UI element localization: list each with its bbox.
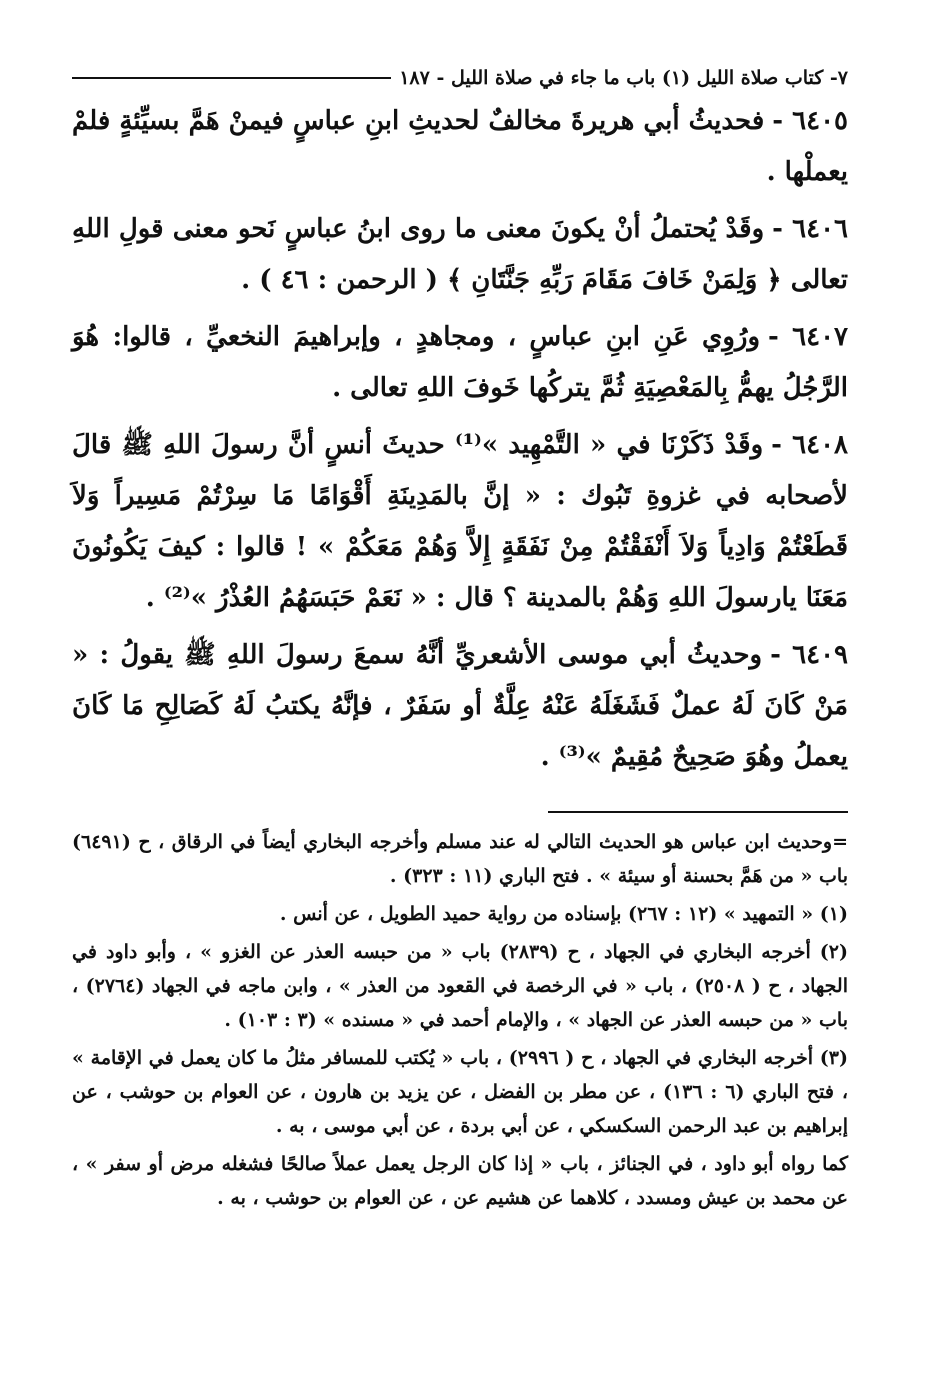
paragraph-text: وقَدْ ذَكَرْنَا في « التَّمْهِيد »⁽¹⁾ حديثَ أنسٍ أنَّ رسولَ اللهِ ﷺ قالَ لأصحابه في غزوةِ تَبُوك : « إنَّ بالمَدِينَةِ أَقْوَامًا مَا سِرْتُمْ مَسِيراً وَلاَ قَطَعْتُمْ وَادِياً وَلاَ أَنْفَقْتُمْ مِنْ نَفَقَةٍ إِلاَّ وَهُمْ مَعَكُمْ » ! قالوا : كيفَ يَكُونُونَ مَعَنَا يارسولَ اللهِ وَهُمْ بالمدينة ؟ قال : « نَعَمْ حَبَسَهُمُ العُذْرُ »⁽²⁾ . (72, 430, 848, 613)
header-rule (72, 77, 391, 79)
paragraph-number: ٦٤٠٩ - (770, 640, 849, 670)
header-title: ٧- كتاب صلاة الليل (١) باب ما جاء في صلاة الليل - ١٨٧ (399, 67, 848, 89)
footnote-3-continuation: كما رواه أبو داود ، في الجنائز ، باب « إذا كان الرجل يعمل عملاً صالحًا فشغله مرض أو سفر » ، عن محمد بن عيش ومسدد ، كلاهما عن هشيم عن ، عن العوام بن حوشب ، به . (72, 1153, 848, 1209)
paragraph-text: وقَدْ يُحتملُ أنْ يكونَ معنى ما روى ابنُ عباسٍ نَحو معنى قولِ اللهِ تعالى ﴿ وَلِمَنْ خَافَ مَقَامَ رَبِّهِ جَنَّتَانِ ﴾ ( الرحمن : ٤٦ ) . (72, 214, 848, 295)
footnote-divider (548, 811, 848, 813)
paragraph-number: ٦٤٠٨ - (771, 430, 848, 460)
footnote-3: (٣) أخرجه البخاري في الجهاد ، ح ( ٢٩٩٦) ، باب « يُكتب للمسافر مثلُ ما كان يعمل في الإقامة » ، فتح الباري (٦ : ١٣٦) ، عن مطر بن الفضل ، عن يزيد بن هارون ، عن العوام بن حوشب ، عن إبراهيم بن عبد الرحمن السكسكي ، عن أبي بردة ، عن أبي موسى ، به . (72, 1047, 848, 1137)
paragraph-6406 (72, 204, 848, 306)
paragraph-number: ٦٤٠٦ - (772, 214, 848, 244)
paragraph-text: ورُوِي عَنِ ابنِ عباسٍ ، ومجاهدٍ ، وإبراهيمَ النخعيِّ ، قالوا: هُوَ الرَّجُلُ يهمُّ بِالمَعْصِيَةِ ثُمَّ يتركُها خَوفَ اللهِ تعالى . (72, 322, 848, 403)
footnote-2: (٢) أخرجه البخاري في الجهاد ، ح (٢٨٣٩) باب « من حبسه العذر عن الغزو » ، وأبو داود في الجهاد ، ح ( ٢٥٠٨) ، باب « في الرخصة في القعود من العذر » ، وابن ماجه في الجهاد (٢٧٦٤) ، باب « من حبسه العذر عن الجهاد » ، والإمام أحمد في « مسنده » (٣ : ١٠٣) . (72, 941, 848, 1031)
running-header (72, 60, 848, 96)
footnote-continuation: =وحديث ابن عباس هو الحديث التالي له عند مسلم وأخرجه البخاري أيضاً في الرقاق ، ح (٦٤٩١) باب « من هَمَّ بحسنة أو سيئة » . فتح الباري (١١ : ٣٢٣) . (72, 831, 848, 887)
paragraph-6405 (72, 96, 848, 198)
footnote-1: (١) « التمهيد » (١٢ : ٢٦٧) بإسناده من رواية حميد الطويل ، عن أنس . (279, 903, 848, 925)
paragraph-6409 (72, 630, 848, 783)
paragraph-text: وحديثُ أبي موسى الأشعريِّ أنَّهُ سمعَ رسولَ اللهِ ﷺ يقولُ : « مَنْ كَانَ لَهُ عملٌ فَشَغَلَهُ عَنْهُ عِلَّةٌ أو سَفَرٌ ، فإنَّهُ يكتبُ لَهُ كَصَالِحِ مَا كَانَ يعملُ وهُوَ صَحِيحٌ مُقِيمٌ »⁽³⁾ . (72, 640, 848, 772)
paragraph-number: ٦٤٠٥ - (772, 106, 848, 136)
paragraph-6408 (72, 420, 848, 624)
paragraph-text: فحديثُ أبي هريرةَ مخالفٌ لحديثِ ابنِ عباسٍ فيمنْ هَمَّ بسيِّئةٍ فلمْ يعملْها . (72, 106, 848, 187)
paragraph-number: ٦٤٠٧ - (768, 322, 848, 352)
page (72, 60, 848, 1219)
paragraph-6407 (72, 312, 848, 414)
